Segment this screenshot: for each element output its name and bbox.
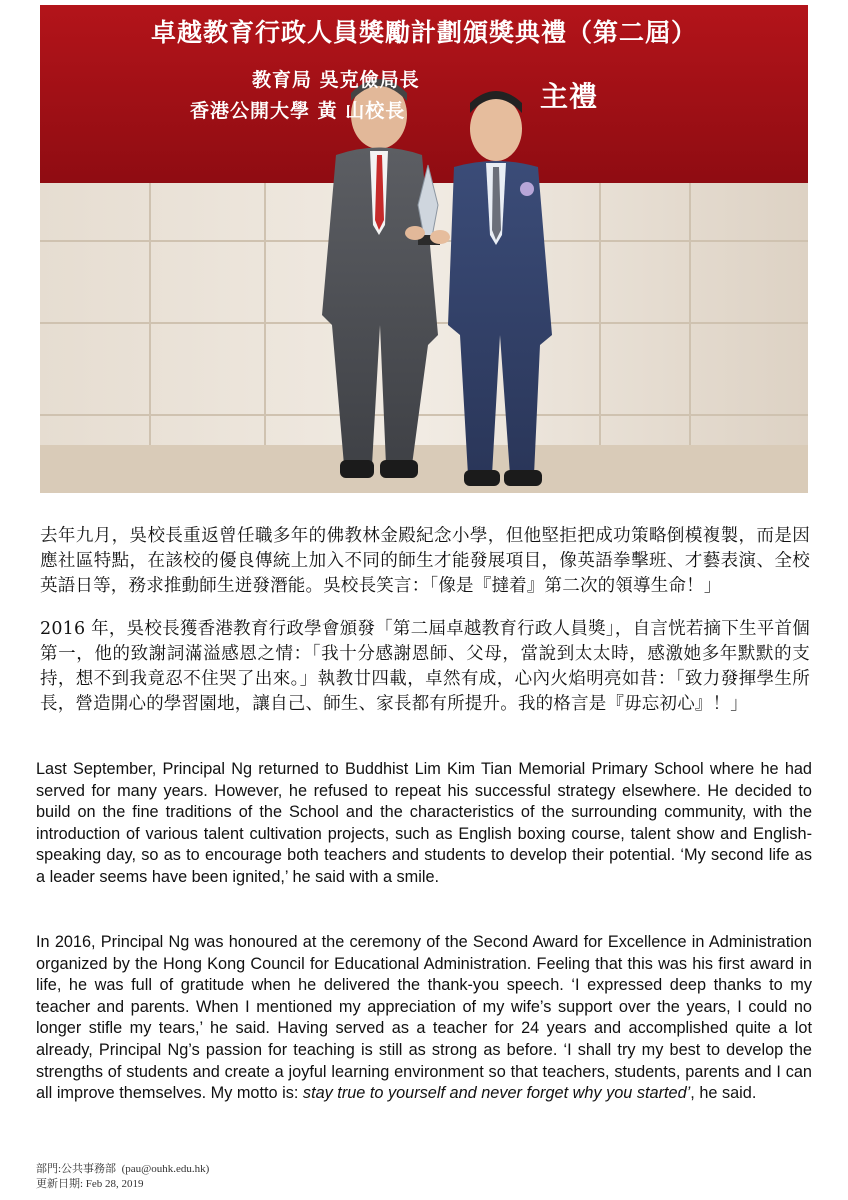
english-paragraph-2-end: , he said. — [690, 1084, 757, 1103]
banner-line-1: 教育局 吳克儉局長 — [252, 69, 420, 91]
english-paragraph-2-main: In 2016, Principal Ng was honoured at the ceremony of the Second Award for Excellence in Administration organized by the Hong Kong Council for Educational Administration. Feeling that this was his first award in life, he was full of gratitude when he delivered the thank-you speech. ‘I expressed deep thanks to my teacher and parents. When I mentioned my appreciation of my wife’s support over the years, I could no longer stifle my tears,’ he said. Having served as a teacher for 24 years and accomplished quite a lot already, Principal Ng’s passion for teaching is still as strong as before. ‘I shall try my best to develop the strengths of students and create a joyful learning environment so that teachers, students, parents and I can all improve themselves. My motto is: — [36, 933, 812, 1103]
banner-line-2: 香港公開大學 黃 山校長 — [190, 100, 406, 122]
contact-email[interactable]: (pau@ouhk.edu.hk) — [121, 1163, 210, 1175]
english-paragraph-2 — [36, 932, 812, 1105]
chinese-paragraph-2: 2016 年，吳校長獲香港教育行政學會頒發「第二屆卓越教育行政人員獎」，自言恍若摘下生平首個第一，他的致謝詞滿溢感恩之情：「我十分感謝恩師、父母，當說到太太時，感激她多年默默的支持，想不到我竟忍不住哭了出來。」執教廿四載，卓然有成，心內火焰明亮如昔：「致力發揮學生所長，營造開心的學習園地，讓自己、師生、家長都有所提升。我的格言是『毋忘初心』！」 — [40, 619, 810, 714]
banner-title: 卓越教育行政人員獎勵計劃頒獎典禮（第二屆） — [150, 18, 697, 47]
english-paragraph-1: Last September, Principal Ng returned to Buddhist Lim Kim Tian Memorial Primary School where he had served for many years. However, he refused to repeat his successful strategy elsewhere. He decided to build on the fine traditions of the School and the characteristics of the surrounding community, with the introduction of various talent cultivation projects, such as English boxing course, talent show and English-speaking day, so as to encourage both teachers and students to develop their potential. ‘My second life as a leader seems have been ignited,’ he said with a smile. — [36, 760, 812, 886]
department-line — [36, 1162, 209, 1177]
floor — [40, 445, 808, 493]
banner-officiate: 主禮 — [540, 80, 599, 113]
ceremony-photo — [40, 5, 808, 493]
motto-text: stay true to yourself and never forget why you started’ — [302, 1084, 691, 1103]
page-footer — [36, 1162, 209, 1192]
updated-date: 更新日期: Feb 28, 2019 — [36, 1178, 144, 1190]
chinese-paragraph-1: 去年九月，吳校長重返曾任職多年的佛教林金殿紀念小學，但他堅拒把成功策略倒模複製，而是因應社區特點，在該校的優良傳統上加入不同的師生才能發展項目，像英語拳擊班、才藝表演、全校英語日等，務求推動師生迸發潛能。吳校長笑言：「像是『撻着』第二次的領導生命！」 — [40, 526, 810, 596]
department-label: 部門:公共事務部 — [36, 1163, 117, 1175]
